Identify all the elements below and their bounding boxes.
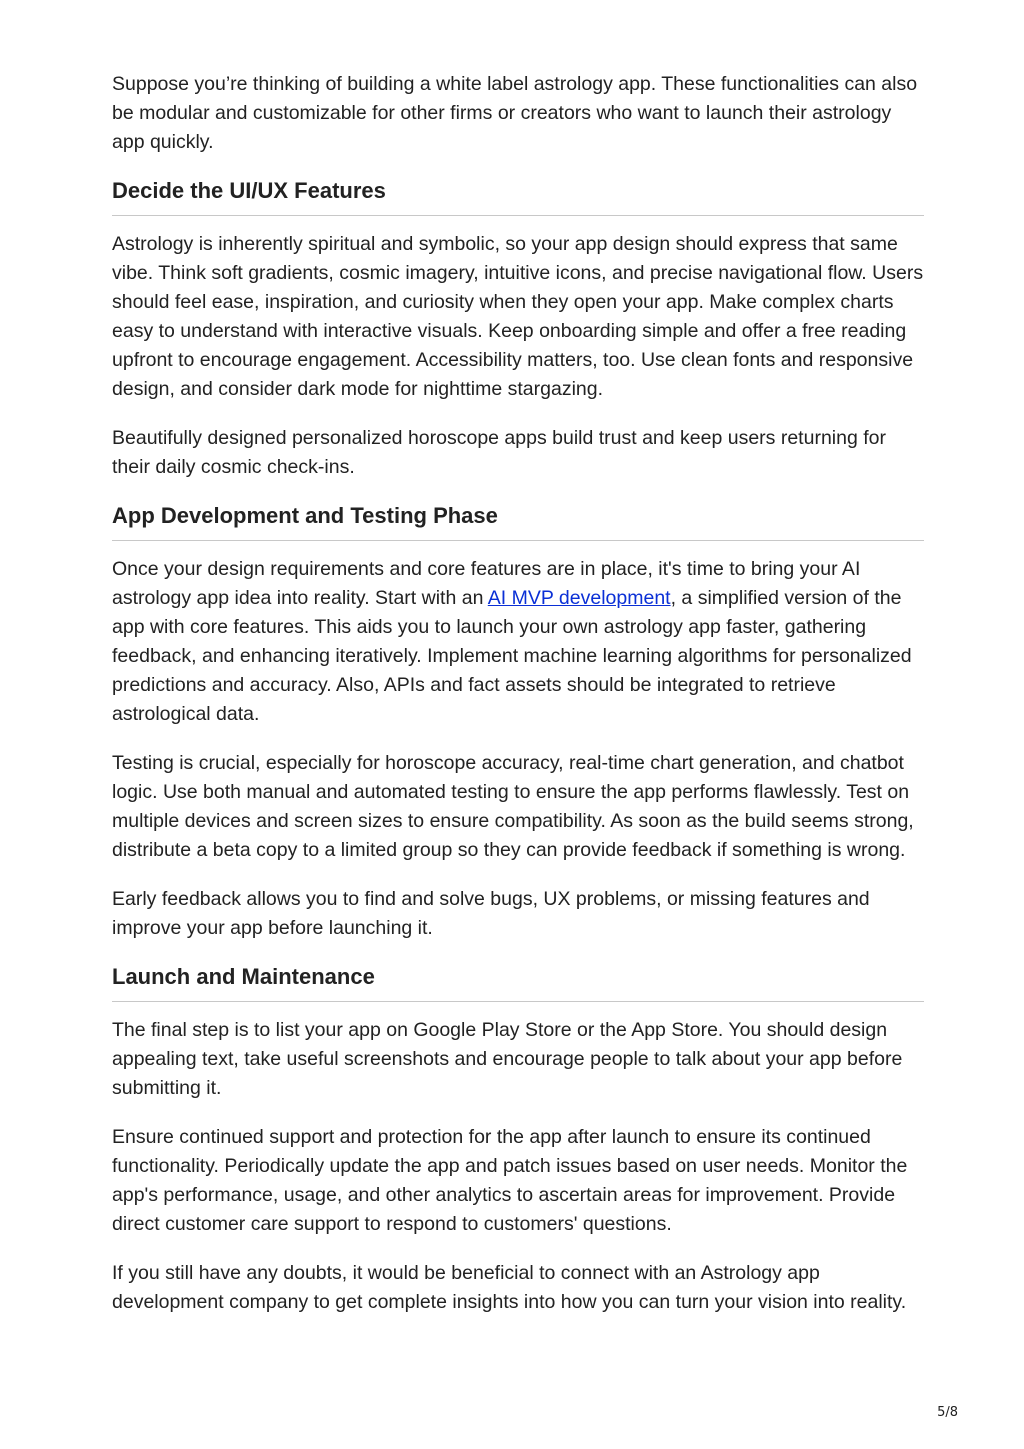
- document-body: [112, 70, 924, 1337]
- launch-paragraph-3: If you still have any doubts, it would be beneficial to connect with an Astrology app development company to get complete insights into how you can turn your vision into reality.: [112, 1262, 907, 1313]
- development-paragraph-1-end: , a simplified version of the app with core features. This aids you to launch your own astrology app faster, gathering feedback, and enhancing iteratively. Implement machine learning algorithms for personalized predictions and accuracy. Also, APIs and fact assets should be integrated to retrieve astrological data.: [112, 587, 912, 725]
- ai-mvp-development-link[interactable]: AI MVP development: [487, 587, 671, 609]
- section-heading-development: App Development and Testing Phase: [112, 502, 924, 541]
- development-paragraph-2: Testing is crucial, especially for horoscope accuracy, real-time chart generation, and chatbot logic. Use both manual and automated testing to ensure the app performs flawlessly. Test on multiple devices and screen sizes to ensure compatibility. As soon as the build seems strong, distribute a beta copy to a limited group so they can provide feedback if something is wrong.: [112, 752, 914, 861]
- uiux-paragraph-1: Astrology is inherently spiritual and symbolic, so your app design should express that same vibe. Think soft gradients, cosmic imagery, intuitive icons, and precise navigational flow. Users should feel ease, inspiration, and curiosity when they open your app. Make complex charts easy to understand with interactive visuals. Keep onboarding simple and offer a free reading upfront to encourage engagement. Accessibility matters, too. Use clean fonts and responsive design, and consider dark mode for nighttime stargazing.: [112, 233, 924, 400]
- development-paragraph-1: [112, 555, 924, 729]
- section-heading-uiux: Decide the UI/UX Features: [112, 177, 924, 216]
- section-heading-launch: Launch and Maintenance: [112, 963, 924, 1002]
- development-paragraph-3: Early feedback allows you to find and solve bugs, UX problems, or missing features and improve your app before launching it.: [112, 888, 870, 939]
- launch-paragraph-2: Ensure continued support and protection for the app after launch to ensure its continued functionality. Periodically update the app and patch issues based on user needs. Monitor the app's performance, usage, and other analytics to ascertain areas for improvement. Provide direct customer care support to respond to customers' questions.: [112, 1126, 908, 1235]
- launch-paragraph-1: The final step is to list your app on Google Play Store or the App Store. You should design appealing text, take useful screenshots and encourage people to talk about your app before submitting it.: [112, 1019, 903, 1099]
- development-paragraph-1-start: Once your design requirements and core features are in place, it's time to bring your AI astrology app idea into reality. Start with an: [112, 558, 861, 609]
- intro-paragraph: Suppose you’re thinking of building a white label astrology app. These functionalities can also be modular and customizable for other firms or creators who want to launch their astrology app quickly.: [112, 73, 918, 153]
- uiux-paragraph-2: Beautifully designed personalized horoscope apps build trust and keep users returning for their daily cosmic check-ins.: [112, 427, 886, 478]
- page-number: 5/8: [937, 1405, 958, 1420]
